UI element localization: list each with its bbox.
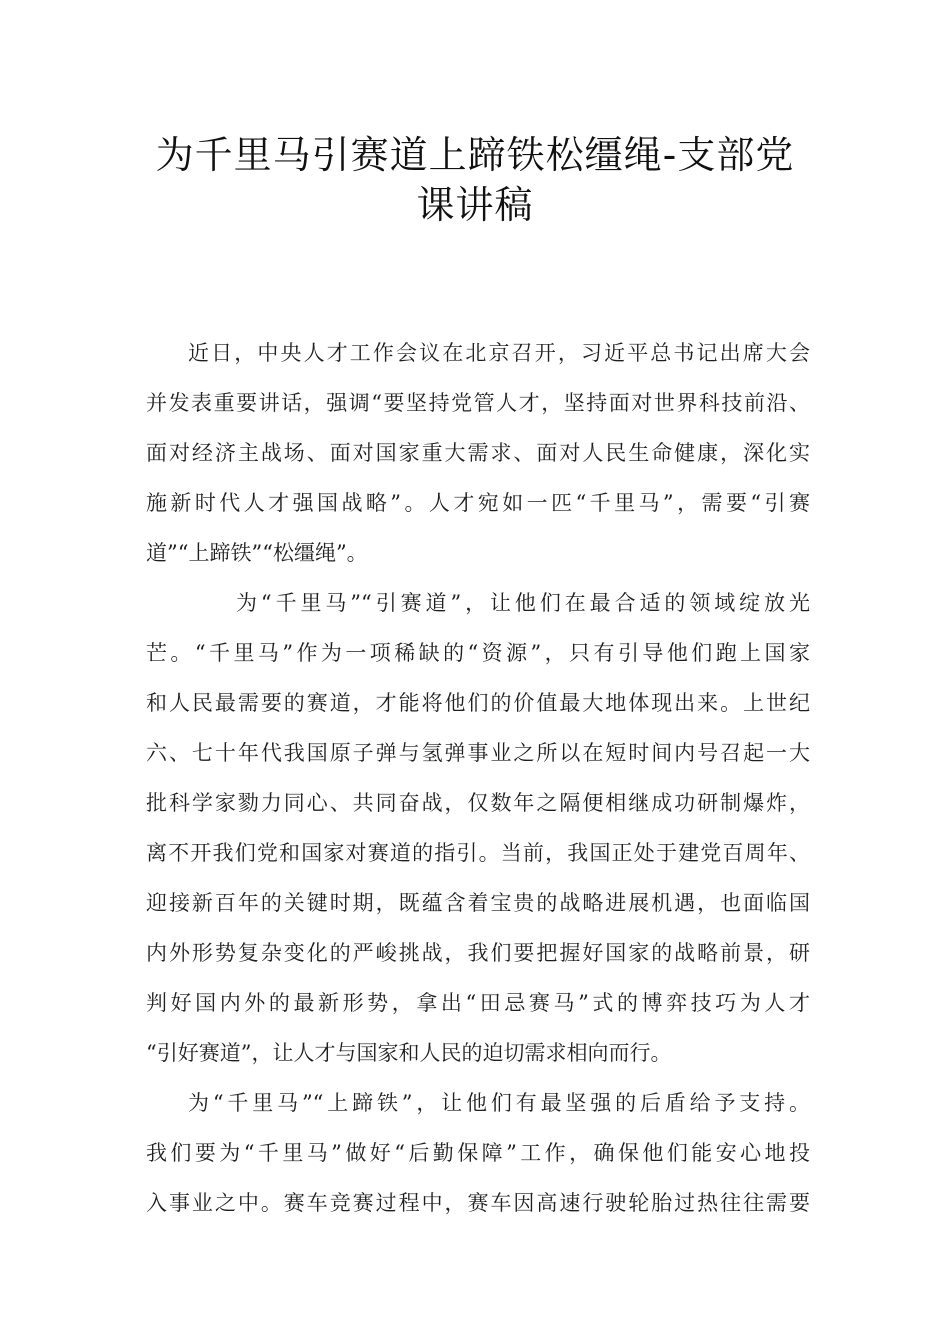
paragraph-line: 近日，中央人才工作会议在北京召开，习近平总书记出席大会 <box>188 341 810 365</box>
title-line-2: 课讲稿 <box>416 183 534 227</box>
paragraph-line: 我们要为“千里马”做好“后勤保障”工作，确保他们能安心地投 <box>146 1141 810 1165</box>
paragraph-line: 为“千里马”“引赛道”，让他们在最合适的领域绽放光 <box>236 591 810 615</box>
paragraph-line: 迎接新百年的关键时期，既蕴含着宝贵的战略进展机遇，也面临国 <box>146 891 810 915</box>
document-body <box>146 328 810 1228</box>
title-line-1: 为千里马引赛道上蹄铁松缰绳-支部党 <box>155 133 795 177</box>
paragraph-line: 批科学家勠力同心、共同奋战，仅数年之隔便相继成功研制爆炸， <box>146 791 810 815</box>
paragraph-line: 芒。“千里马”作为一项稀缺的“资源”，只有引导他们跑上国家 <box>146 641 810 665</box>
paragraph-line: 六、七十年代我国原子弹与氢弹事业之所以在短时间内号召起一大 <box>146 741 810 765</box>
paragraph-2 <box>146 578 810 1078</box>
paragraph-line: 离不开我们党和国家对赛道的指引。当前，我国正处于建党百周年、 <box>146 841 810 865</box>
document-title <box>0 130 950 230</box>
paragraph-line: 为“千里马”“上蹄铁”，让他们有最坚强的后盾给予支持。 <box>188 1091 810 1115</box>
paragraph-line: 判好国内外的最新形势，拿出“田忌赛马”式的博弈技巧为人才 <box>146 991 810 1015</box>
paragraph-line: 施新时代人才强国战略”。人才宛如一匹“千里马”，需要“引赛 <box>146 491 810 515</box>
paragraph-line: 并发表重要讲话，强调“要坚持党管人才，坚持面对世界科技前沿、 <box>146 391 810 415</box>
paragraph-line: “引好赛道”，让人才与国家和人民的迫切需求相向而行。 <box>146 1041 672 1065</box>
paragraph-3 <box>146 1078 810 1228</box>
paragraph-line: 面对经济主战场、面对国家重大需求、面对人民生命健康，深化实 <box>146 441 810 465</box>
paragraph-line: 和人民最需要的赛道，才能将他们的价值最大地体现出来。上世纪 <box>146 691 810 715</box>
paragraph-line: 入事业之中。赛车竞赛过程中，赛车因高速行驶轮胎过热往往需要 <box>146 1191 810 1215</box>
paragraph-line: 内外形势复杂变化的严峻挑战，我们要把握好国家的战略前景，研 <box>146 941 810 965</box>
paragraph-1 <box>146 328 810 578</box>
paragraph-line: 道”“上蹄铁”“松缰绳”。 <box>146 541 368 565</box>
